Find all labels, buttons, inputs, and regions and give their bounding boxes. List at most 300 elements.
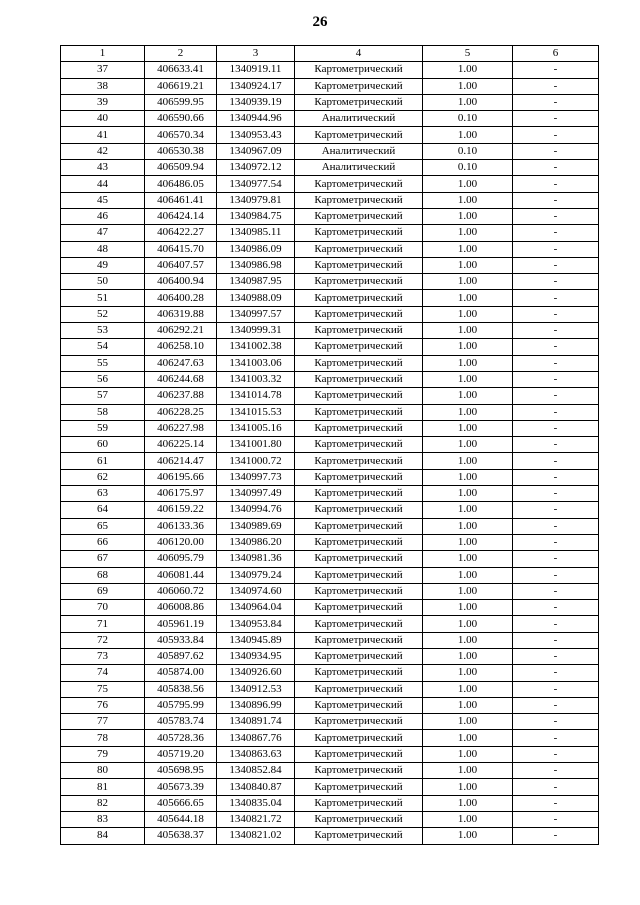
point-number-cell: 83 [61,811,145,827]
method-cell: Картометрический [295,534,423,550]
note-cell: - [513,746,599,762]
table-row [61,176,599,192]
table-row [61,355,599,371]
table-row [61,551,599,567]
coordinate-y-cell: 1340974.60 [217,583,295,599]
accuracy-cell: 0.10 [423,143,513,159]
table-row [61,62,599,78]
coordinate-y-cell: 1340840.87 [217,779,295,795]
coordinate-x-cell: 406175.97 [145,486,217,502]
point-number-cell: 59 [61,420,145,436]
table-row [61,257,599,273]
table-row [61,306,599,322]
point-number-cell: 58 [61,404,145,420]
method-cell: Картометрический [295,192,423,208]
accuracy-cell: 1.00 [423,274,513,290]
method-cell: Картометрический [295,600,423,616]
method-cell: Картометрический [295,681,423,697]
method-cell: Картометрический [295,453,423,469]
method-cell: Картометрический [295,339,423,355]
accuracy-cell: 1.00 [423,583,513,599]
coordinate-y-cell: 1340979.81 [217,192,295,208]
table-row [61,78,599,94]
method-cell: Картометрический [295,323,423,339]
table-row [61,453,599,469]
method-cell: Картометрический [295,388,423,404]
accuracy-cell: 1.00 [423,567,513,583]
note-cell: - [513,567,599,583]
method-cell: Картометрический [295,257,423,273]
accuracy-cell: 1.00 [423,502,513,518]
accuracy-cell: 1.00 [423,388,513,404]
point-number-cell: 39 [61,94,145,110]
table-row [61,763,599,779]
coordinate-y-cell: 1340944.96 [217,111,295,127]
coordinate-x-cell: 406407.57 [145,257,217,273]
coordinate-x-cell: 406247.63 [145,355,217,371]
coordinate-x-cell: 406292.21 [145,323,217,339]
point-number-cell: 52 [61,306,145,322]
coordinate-x-cell: 406486.05 [145,176,217,192]
accuracy-cell: 1.00 [423,632,513,648]
coordinate-x-cell: 406008.86 [145,600,217,616]
note-cell: - [513,828,599,844]
note-cell: - [513,274,599,290]
table-row [61,518,599,534]
point-number-cell: 63 [61,486,145,502]
coordinate-y-cell: 1340987.95 [217,274,295,290]
coordinate-x-cell: 406095.79 [145,551,217,567]
note-cell: - [513,420,599,436]
coordinate-y-cell: 1340867.76 [217,730,295,746]
coordinate-x-cell: 406424.14 [145,208,217,224]
coordinate-x-cell: 405638.37 [145,828,217,844]
coordinate-x-cell: 405673.39 [145,779,217,795]
note-cell: - [513,632,599,648]
table-row [61,339,599,355]
table-body [61,62,599,844]
method-cell: Картометрический [295,828,423,844]
table-row [61,111,599,127]
coordinate-x-cell: 405838.56 [145,681,217,697]
coordinate-x-cell: 406400.94 [145,274,217,290]
coordinate-x-cell: 405644.18 [145,811,217,827]
coordinate-x-cell: 406599.95 [145,94,217,110]
note-cell: - [513,795,599,811]
coordinate-x-cell: 405728.36 [145,730,217,746]
note-cell: - [513,583,599,599]
table-row [61,583,599,599]
accuracy-cell: 1.00 [423,795,513,811]
point-number-cell: 60 [61,437,145,453]
coordinate-x-cell: 405933.84 [145,632,217,648]
point-number-cell: 55 [61,355,145,371]
table-row [61,225,599,241]
coordinate-x-cell: 406319.88 [145,306,217,322]
point-number-cell: 61 [61,453,145,469]
coordinate-y-cell: 1340988.09 [217,290,295,306]
method-cell: Картометрический [295,583,423,599]
coordinate-x-cell: 406120.00 [145,534,217,550]
coordinate-y-cell: 1340912.53 [217,681,295,697]
coordinate-y-cell: 1340979.24 [217,567,295,583]
method-cell: Картометрический [295,518,423,534]
column-header: 4 [295,46,423,62]
method-cell: Картометрический [295,62,423,78]
coordinate-y-cell: 1341015.53 [217,404,295,420]
note-cell: - [513,160,599,176]
point-number-cell: 37 [61,62,145,78]
method-cell: Картометрический [295,290,423,306]
note-cell: - [513,111,599,127]
coordinate-y-cell: 1340953.43 [217,127,295,143]
note-cell: - [513,518,599,534]
coordinate-x-cell: 406590.66 [145,111,217,127]
coordinate-y-cell: 1340999.31 [217,323,295,339]
column-header: 2 [145,46,217,62]
coordinate-x-cell: 406509.94 [145,160,217,176]
point-number-cell: 51 [61,290,145,306]
coordinate-y-cell: 1340986.20 [217,534,295,550]
point-number-cell: 62 [61,469,145,485]
page-number: 26 [312,14,328,30]
accuracy-cell: 1.00 [423,192,513,208]
coordinate-x-cell: 406227.98 [145,420,217,436]
method-cell: Картометрический [295,714,423,730]
coordinate-y-cell: 1340852.84 [217,763,295,779]
table-row [61,714,599,730]
table-row [61,681,599,697]
table-row [61,208,599,224]
method-cell: Картометрический [295,127,423,143]
coordinate-x-cell: 406400.28 [145,290,217,306]
column-header: 3 [217,46,295,62]
point-number-cell: 78 [61,730,145,746]
table-row [61,502,599,518]
coordinate-x-cell: 406422.27 [145,225,217,241]
table-row [61,665,599,681]
note-cell: - [513,534,599,550]
accuracy-cell: 1.00 [423,323,513,339]
accuracy-cell: 1.00 [423,779,513,795]
accuracy-cell: 1.00 [423,486,513,502]
point-number-cell: 71 [61,616,145,632]
note-cell: - [513,241,599,257]
method-cell: Аналитический [295,143,423,159]
note-cell: - [513,811,599,827]
coordinate-y-cell: 1340985.11 [217,225,295,241]
table-row [61,632,599,648]
note-cell: - [513,404,599,420]
coordinate-y-cell: 1340989.69 [217,518,295,534]
method-cell: Картометрический [295,176,423,192]
note-cell: - [513,355,599,371]
coordinate-y-cell: 1340981.36 [217,551,295,567]
accuracy-cell: 1.00 [423,225,513,241]
point-number-cell: 73 [61,648,145,664]
coordinate-y-cell: 1340939.19 [217,94,295,110]
note-cell: - [513,388,599,404]
table-row [61,437,599,453]
point-number-cell: 70 [61,600,145,616]
method-cell: Картометрический [295,486,423,502]
note-cell: - [513,339,599,355]
accuracy-cell: 1.00 [423,811,513,827]
method-cell: Картометрический [295,208,423,224]
table-row [61,567,599,583]
note-cell: - [513,697,599,713]
accuracy-cell: 1.00 [423,241,513,257]
coordinate-y-cell: 1340924.17 [217,78,295,94]
coordinate-x-cell: 406228.25 [145,404,217,420]
method-cell: Картометрический [295,274,423,290]
table-row [61,420,599,436]
point-number-cell: 82 [61,795,145,811]
accuracy-cell: 1.00 [423,469,513,485]
coordinate-x-cell: 405719.20 [145,746,217,762]
method-cell: Картометрический [295,779,423,795]
coordinate-x-cell: 405874.00 [145,665,217,681]
coordinate-y-cell: 1340994.76 [217,502,295,518]
table-row [61,143,599,159]
coordinate-y-cell: 1340821.02 [217,828,295,844]
note-cell: - [513,62,599,78]
note-cell: - [513,78,599,94]
point-number-cell: 77 [61,714,145,730]
note-cell: - [513,306,599,322]
coordinate-x-cell: 406461.41 [145,192,217,208]
coordinate-y-cell: 1341001.80 [217,437,295,453]
coordinate-x-cell: 405783.74 [145,714,217,730]
coordinate-y-cell: 1340934.95 [217,648,295,664]
method-cell: Картометрический [295,763,423,779]
accuracy-cell: 1.00 [423,371,513,387]
point-number-cell: 84 [61,828,145,844]
table-row [61,730,599,746]
coordinate-y-cell: 1340997.49 [217,486,295,502]
accuracy-cell: 1.00 [423,730,513,746]
table-row [61,274,599,290]
table-row [61,486,599,502]
table-header-row [61,46,599,62]
point-number-cell: 69 [61,583,145,599]
note-cell: - [513,616,599,632]
note-cell: - [513,730,599,746]
method-cell: Картометрический [295,371,423,387]
accuracy-cell: 1.00 [423,518,513,534]
coordinate-x-cell: 406633.41 [145,62,217,78]
method-cell: Картометрический [295,665,423,681]
point-number-cell: 79 [61,746,145,762]
coordinate-y-cell: 1340997.73 [217,469,295,485]
table-row [61,404,599,420]
accuracy-cell: 1.00 [423,78,513,94]
accuracy-cell: 1.00 [423,420,513,436]
table-row [61,241,599,257]
point-number-cell: 72 [61,632,145,648]
table-row [61,746,599,762]
point-number-cell: 45 [61,192,145,208]
note-cell: - [513,600,599,616]
table-row [61,160,599,176]
point-number-cell: 80 [61,763,145,779]
table-row [61,648,599,664]
column-header: 5 [423,46,513,62]
accuracy-cell: 1.00 [423,127,513,143]
coordinate-y-cell: 1341003.32 [217,371,295,387]
coordinate-x-cell: 406244.68 [145,371,217,387]
note-cell: - [513,779,599,795]
method-cell: Картометрический [295,567,423,583]
table-row [61,600,599,616]
point-number-cell: 46 [61,208,145,224]
coordinate-y-cell: 1340967.09 [217,143,295,159]
coordinate-x-cell: 406195.66 [145,469,217,485]
coordinate-y-cell: 1340986.98 [217,257,295,273]
accuracy-cell: 1.00 [423,339,513,355]
note-cell: - [513,763,599,779]
method-cell: Картометрический [295,94,423,110]
point-number-cell: 41 [61,127,145,143]
coordinate-x-cell: 405698.95 [145,763,217,779]
point-number-cell: 43 [61,160,145,176]
coordinate-x-cell: 405897.62 [145,648,217,664]
table-row [61,795,599,811]
accuracy-cell: 1.00 [423,62,513,78]
note-cell: - [513,323,599,339]
table-row [61,779,599,795]
note-cell: - [513,225,599,241]
method-cell: Картометрический [295,795,423,811]
method-cell: Картометрический [295,502,423,518]
point-number-cell: 38 [61,78,145,94]
coordinate-y-cell: 1340977.54 [217,176,295,192]
point-number-cell: 47 [61,225,145,241]
coordinate-x-cell: 406237.88 [145,388,217,404]
accuracy-cell: 1.00 [423,697,513,713]
coordinate-x-cell: 406133.36 [145,518,217,534]
note-cell: - [513,208,599,224]
coordinate-x-cell: 406060.72 [145,583,217,599]
coordinate-y-cell: 1340945.89 [217,632,295,648]
coordinate-x-cell: 405961.19 [145,616,217,632]
point-number-cell: 49 [61,257,145,273]
note-cell: - [513,94,599,110]
note-cell: - [513,551,599,567]
accuracy-cell: 0.10 [423,111,513,127]
accuracy-cell: 1.00 [423,404,513,420]
note-cell: - [513,371,599,387]
coordinate-y-cell: 1340984.75 [217,208,295,224]
coordinate-x-cell: 406159.22 [145,502,217,518]
accuracy-cell: 1.00 [423,306,513,322]
method-cell: Картометрический [295,437,423,453]
accuracy-cell: 1.00 [423,355,513,371]
point-number-cell: 81 [61,779,145,795]
coordinate-x-cell: 405666.65 [145,795,217,811]
accuracy-cell: 0.10 [423,160,513,176]
note-cell: - [513,127,599,143]
point-number-cell: 75 [61,681,145,697]
coordinate-x-cell: 406258.10 [145,339,217,355]
point-number-cell: 67 [61,551,145,567]
point-number-cell: 40 [61,111,145,127]
accuracy-cell: 1.00 [423,616,513,632]
point-number-cell: 44 [61,176,145,192]
accuracy-cell: 1.00 [423,746,513,762]
method-cell: Картометрический [295,469,423,485]
coordinate-y-cell: 1340835.04 [217,795,295,811]
note-cell: - [513,714,599,730]
method-cell: Картометрический [295,551,423,567]
note-cell: - [513,290,599,306]
table-row [61,534,599,550]
coordinate-x-cell: 406570.34 [145,127,217,143]
coordinate-y-cell: 1340964.04 [217,600,295,616]
accuracy-cell: 1.00 [423,208,513,224]
method-cell: Картометрический [295,616,423,632]
coordinate-x-cell: 406081.44 [145,567,217,583]
accuracy-cell: 1.00 [423,290,513,306]
table-row [61,290,599,306]
accuracy-cell: 1.00 [423,437,513,453]
accuracy-cell: 1.00 [423,534,513,550]
point-number-cell: 64 [61,502,145,518]
point-number-cell: 56 [61,371,145,387]
coordinate-y-cell: 1340896.99 [217,697,295,713]
table-row [61,469,599,485]
coordinate-y-cell: 1340863.63 [217,746,295,762]
method-cell: Картометрический [295,697,423,713]
accuracy-cell: 1.00 [423,648,513,664]
accuracy-cell: 1.00 [423,94,513,110]
table-row [61,388,599,404]
table-row [61,371,599,387]
coordinate-x-cell: 406415.70 [145,241,217,257]
coordinate-y-cell: 1340919.11 [217,62,295,78]
method-cell: Картометрический [295,632,423,648]
coordinate-y-cell: 1340986.09 [217,241,295,257]
point-number-cell: 68 [61,567,145,583]
method-cell: Картометрический [295,730,423,746]
point-number-cell: 76 [61,697,145,713]
method-cell: Аналитический [295,111,423,127]
point-number-cell: 57 [61,388,145,404]
note-cell: - [513,176,599,192]
accuracy-cell: 1.00 [423,257,513,273]
note-cell: - [513,665,599,681]
note-cell: - [513,143,599,159]
coordinate-x-cell: 406530.38 [145,143,217,159]
method-cell: Картометрический [295,225,423,241]
table-row [61,811,599,827]
point-number-cell: 42 [61,143,145,159]
note-cell: - [513,681,599,697]
point-number-cell: 48 [61,241,145,257]
point-number-cell: 53 [61,323,145,339]
coordinate-y-cell: 1341000.72 [217,453,295,469]
column-header: 1 [61,46,145,62]
coordinate-y-cell: 1341014.78 [217,388,295,404]
method-cell: Картометрический [295,404,423,420]
coordinate-x-cell: 406214.47 [145,453,217,469]
method-cell: Аналитический [295,160,423,176]
accuracy-cell: 1.00 [423,176,513,192]
coordinate-y-cell: 1340926.60 [217,665,295,681]
coordinate-y-cell: 1340997.57 [217,306,295,322]
table-row [61,697,599,713]
table-row [61,94,599,110]
